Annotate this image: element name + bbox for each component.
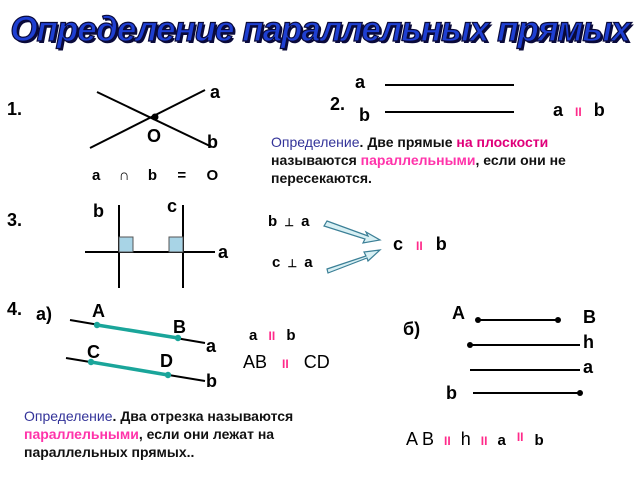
parallel-symbol-chain-2: II <box>480 434 488 448</box>
point-a <box>94 322 100 328</box>
perp1-right: a <box>301 213 310 230</box>
label-c-s3: c <box>167 196 178 216</box>
relation-ab-cd <box>243 353 330 371</box>
section-3-number: 3. <box>7 210 23 230</box>
definition-segments <box>24 407 369 461</box>
section-4-number: 4. <box>7 299 23 319</box>
definition2-part-3: , если они лежат на параллельных прямых.. <box>24 426 275 460</box>
label-D-s4a: D <box>160 351 173 371</box>
definition-parallel: параллельными <box>360 152 476 168</box>
point-b-s4b <box>555 317 561 323</box>
label-A-s4a: A <box>92 301 105 321</box>
definition-part-5: , если они не пересекаются. <box>271 152 566 186</box>
parallel-symbol-s4-2: II <box>282 357 289 371</box>
definition-part-3: называются <box>271 152 361 168</box>
label-b-s1: b <box>207 132 218 152</box>
label-a-s3: a <box>218 242 229 262</box>
arrow-bottom-icon <box>327 250 380 273</box>
intersection-point-o <box>152 114 159 121</box>
chain-h: h <box>460 429 471 449</box>
result-right: b <box>435 234 447 254</box>
parallel-symbol-chain-1: II <box>444 434 451 448</box>
result-left: c <box>393 234 404 254</box>
relation-a-b-s4 <box>249 328 296 343</box>
definition-plane: на плоскости <box>456 134 549 150</box>
parallel-symbol-s2: II <box>575 105 582 119</box>
label-b-s4a: b <box>206 371 217 391</box>
section-4b-tag: б) <box>403 319 421 339</box>
definition-keyword: Определение <box>271 134 360 150</box>
label-a-s4a: a <box>206 336 217 356</box>
label-A-s4b: A <box>452 303 465 323</box>
label-B-s4a: B <box>173 317 186 337</box>
perp2-right: a <box>304 254 313 271</box>
definition2-keyword: Определение <box>24 408 113 424</box>
definition2-part-1: Два отрезка называются <box>120 408 294 424</box>
point-d <box>165 372 171 378</box>
section-1-number: 1. <box>7 99 23 119</box>
perp-relation-1 <box>268 214 309 229</box>
section-4a-tag: а) <box>36 304 53 324</box>
relation-chain-s4b <box>406 430 544 448</box>
section-2-number: 2. <box>330 94 346 114</box>
rel2-right: CD <box>303 352 330 372</box>
right-angle-marker-c <box>169 237 183 252</box>
parallel-symbol-chain-3: II <box>516 430 524 444</box>
perp-symbol-1: ⊥ <box>284 217 294 229</box>
intersect-symbol: ∩ <box>118 167 130 184</box>
arrow-top-icon <box>324 221 380 243</box>
definition2-dot: . <box>112 408 121 424</box>
label-a-s4b: a <box>583 357 594 377</box>
formula-b: b <box>147 167 157 184</box>
label-b-s4b: b <box>446 383 457 403</box>
label-B-s4b: B <box>583 307 596 327</box>
relation-s2-b: b <box>593 100 605 120</box>
chain-a: a <box>497 432 506 449</box>
result-relation-s3 <box>393 235 447 253</box>
ray-b-origin <box>577 390 583 396</box>
label-a-s1: a <box>210 82 221 102</box>
label-b-s3: b <box>93 201 104 221</box>
chain-b: b <box>534 432 544 449</box>
formula-o: O <box>206 167 219 184</box>
label-h-s4b: h <box>583 332 594 352</box>
perp-relation-2 <box>272 255 313 270</box>
chain-ab: A B <box>406 429 435 449</box>
label-C-s4a: C <box>87 342 100 362</box>
formula-a: a <box>92 167 101 184</box>
segment-ab <box>97 325 178 338</box>
segment-cd <box>91 362 168 375</box>
relation-s2 <box>553 101 605 119</box>
page-title <box>0 10 640 50</box>
definition-dot: . <box>359 134 368 150</box>
formula-eq: = <box>177 167 187 184</box>
right-angle-marker-b <box>119 237 133 252</box>
parallel-symbol-s4-1: II <box>268 329 276 343</box>
page-title-text: Определение параллельных прямых <box>10 10 630 49</box>
parallel-symbol-s3: II <box>416 239 423 253</box>
rel2-left: AB <box>243 352 268 372</box>
label-o-s1: O <box>147 126 162 146</box>
intersection-formula <box>92 168 218 183</box>
point-a-s4b <box>475 317 481 323</box>
rel1-left: a <box>249 327 258 344</box>
rel1-right: b <box>286 327 296 344</box>
perp-symbol-2: ⊥ <box>287 258 298 270</box>
ray-h-origin <box>467 342 473 348</box>
definition2-parallel: параллельными <box>24 426 139 442</box>
definition-lines <box>271 133 636 187</box>
label-a-s2: a <box>355 72 366 92</box>
label-b-s2: b <box>359 105 370 125</box>
definition-part-1: Две прямые <box>367 134 457 150</box>
perp1-left: b <box>268 213 278 230</box>
perp2-left: c <box>272 254 281 271</box>
relation-s2-a: a <box>553 100 564 120</box>
